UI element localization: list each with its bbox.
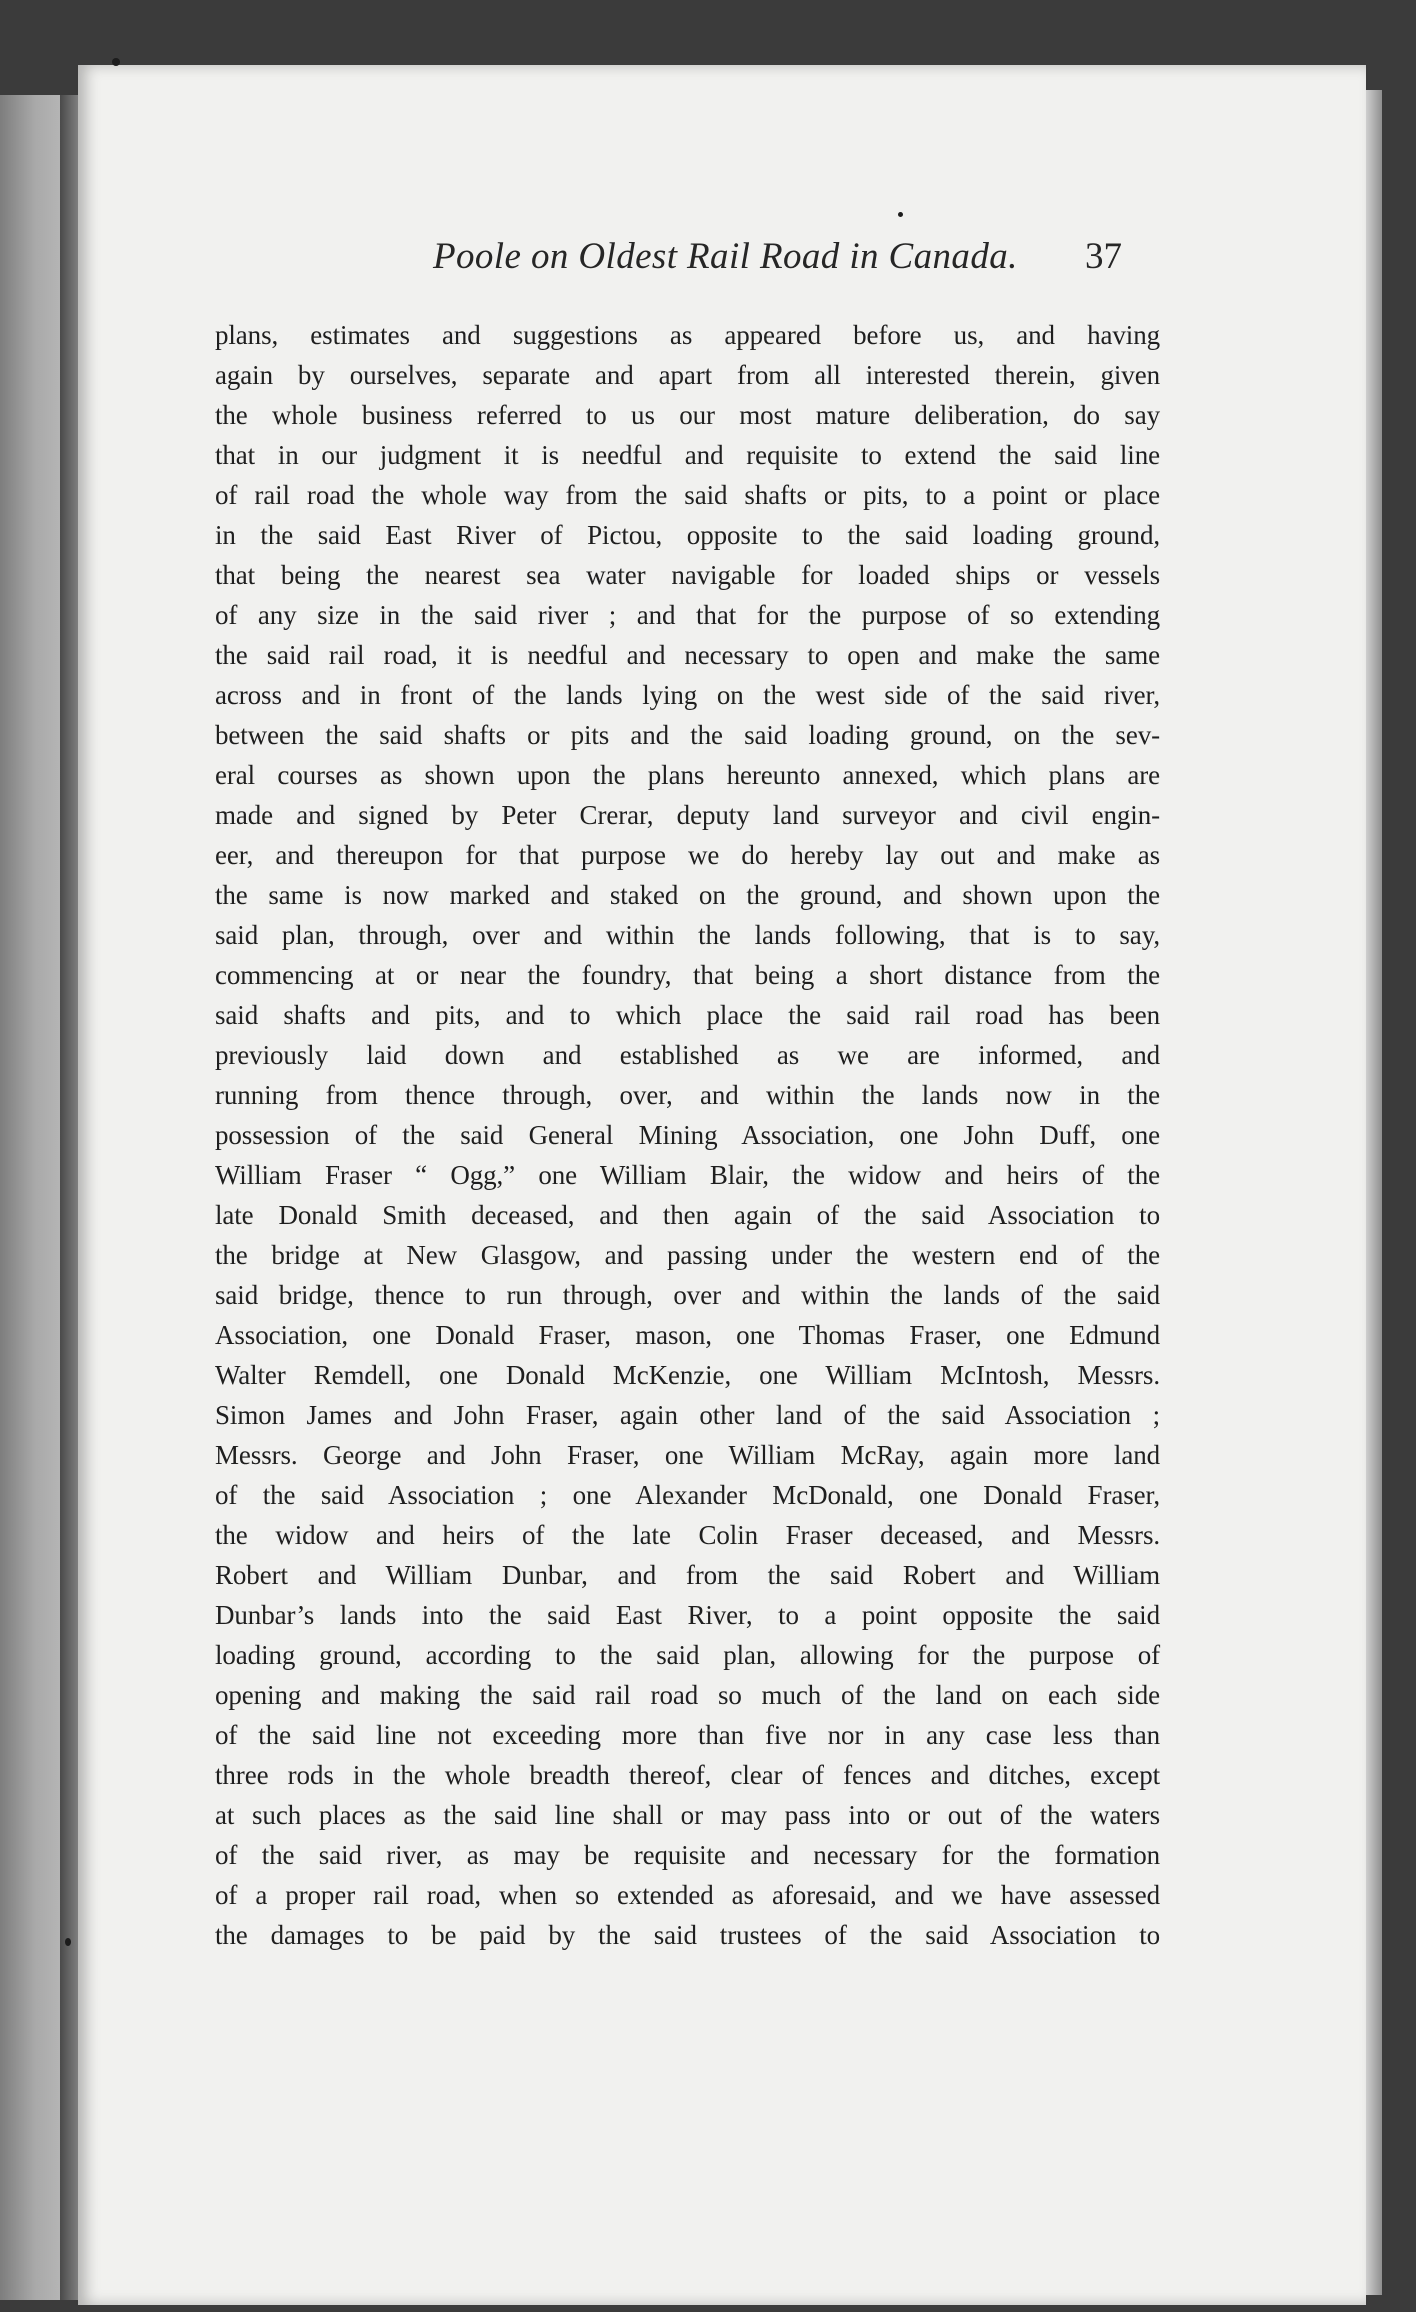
text-line: said plan, through, over and within the lands following, that is to say, xyxy=(215,920,1160,950)
text-line: three rods in the whole breadth thereof, clear of fences and ditches, except xyxy=(215,1760,1160,1790)
text-line: running from thence through, over, and within the lands now in the xyxy=(215,1080,1160,1110)
text-line: Robert and William Dunbar, and from the said Robert and William xyxy=(215,1560,1160,1590)
text-line: commencing at or near the foundry, that being a short distance from the xyxy=(215,960,1160,990)
text-line: of any size in the said river ; and that for the purpose of so extending xyxy=(215,600,1160,630)
text-line: that in our judgment it is needful and requisite to extend the said line xyxy=(215,440,1160,470)
text-line: plans, estimates and suggestions as appeared before us, and having xyxy=(215,320,1160,350)
text-line: between the said shafts or pits and the said loading ground, on the sev- xyxy=(215,720,1160,750)
text-line: Walter Remdell, one Donald McKenzie, one William McIntosh, Messrs. xyxy=(215,1360,1160,1390)
text-line: that being the nearest sea water navigable for loaded ships or vessels xyxy=(215,560,1160,590)
text-line: the bridge at New Glasgow, and passing under the western end of the xyxy=(215,1240,1160,1270)
body-text xyxy=(215,315,1160,1955)
page-header xyxy=(78,235,1366,295)
scan-speck xyxy=(112,58,120,66)
book-page xyxy=(78,65,1366,2305)
text-line: Messrs. George and John Fraser, one William McRay, again more land xyxy=(215,1440,1160,1470)
text-line: Association, one Donald Fraser, mason, one Thomas Fraser, one Edmund xyxy=(215,1320,1160,1350)
text-line: William Fraser “ Ogg,” one William Blair, the widow and heirs of the xyxy=(215,1160,1160,1190)
text-line: the widow and heirs of the late Colin Fraser deceased, and Messrs. xyxy=(215,1520,1160,1550)
scan-speck xyxy=(65,1938,71,1946)
text-line: across and in front of the lands lying on the west side of the said river, xyxy=(215,680,1160,710)
right-page-edge xyxy=(1366,90,1382,2295)
text-line: in the said East River of Pictou, opposite to the said loading ground, xyxy=(215,520,1160,550)
text-line: late Donald Smith deceased, and then again of the said Association to xyxy=(215,1200,1160,1230)
running-title: Poole on Oldest Rail Road in Canada. xyxy=(433,236,1018,277)
text-line: said shafts and pits, and to which place the said rail road has been xyxy=(215,1000,1160,1030)
text-line: previously laid down and established as we are informed, and xyxy=(215,1040,1160,1070)
page-number: 37 xyxy=(1085,236,1122,277)
text-line: eer, and thereupon for that purpose we do hereby lay out and make as xyxy=(215,840,1160,870)
text-line: at such places as the said line shall or may pass into or out of the waters xyxy=(215,1800,1160,1830)
text-line: of the said line not exceeding more than five nor in any case less than xyxy=(215,1720,1160,1750)
text-line: said bridge, thence to run through, over and within the lands of the said xyxy=(215,1280,1160,1310)
text-line: opening and making the said rail road so much of the land on each side xyxy=(215,1680,1160,1710)
text-line: the whole business referred to us our most mature deliberation, do say xyxy=(215,400,1160,430)
text-line: the same is now marked and staked on the ground, and shown upon the xyxy=(215,880,1160,910)
text-line: Dunbar’s lands into the said East River, to a point opposite the said xyxy=(215,1600,1160,1630)
text-line: made and signed by Peter Crerar, deputy land surveyor and civil engin- xyxy=(215,800,1160,830)
text-line: of the said river, as may be requisite and necessary for the formation xyxy=(215,1840,1160,1870)
text-line: of a proper rail road, when so extended as aforesaid, and we have assessed xyxy=(215,1880,1160,1910)
scan-speck xyxy=(898,212,903,217)
text-line: again by ourselves, separate and apart from all interested therein, given xyxy=(215,360,1160,390)
text-line: loading ground, according to the said plan, allowing for the purpose of xyxy=(215,1640,1160,1670)
text-line: of the said Association ; one Alexander McDonald, one Donald Fraser, xyxy=(215,1480,1160,1510)
text-line: the damages to be paid by the said trustees of the said Association to xyxy=(215,1920,1160,1950)
text-line: possession of the said General Mining Association, one John Duff, one xyxy=(215,1120,1160,1150)
text-line: of rail road the whole way from the said shafts or pits, to a point or place xyxy=(215,480,1160,510)
text-line: the said rail road, it is needful and necessary to open and make the same xyxy=(215,640,1160,670)
text-line: eral courses as shown upon the plans hereunto annexed, which plans are xyxy=(215,760,1160,790)
text-line: Simon James and John Fraser, again other land of the said Association ; xyxy=(215,1400,1160,1430)
